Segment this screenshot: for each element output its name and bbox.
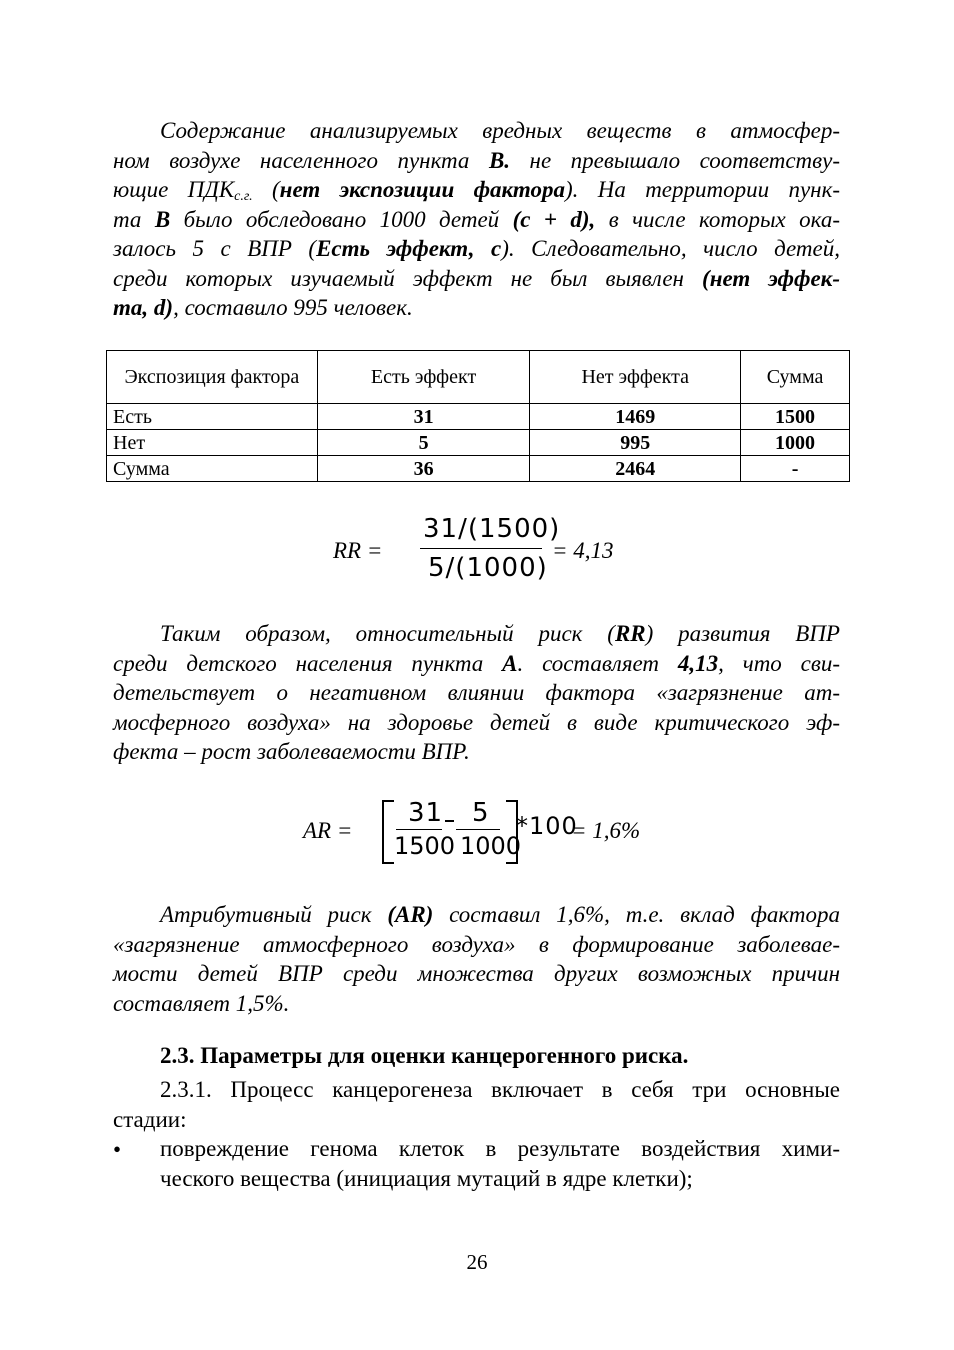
ar-multiplier: *100: [516, 812, 578, 840]
text-line: Таким образом, относительный риск (RR) развития ВПР: [160, 621, 840, 646]
text-line: мости детей ВПР среди множества других возможных причин: [113, 961, 840, 986]
fraction-bar: [420, 548, 542, 549]
text-line: та В было обследовано 1000 детей (с + d), в числе которых ока-: [113, 206, 841, 232]
text-line: мосферного воздуха» на здоровье детей в виде критического эф-: [113, 709, 840, 735]
carcinogenesis-paragraph: [113, 1075, 840, 1134]
risk-contingency-table: [106, 350, 850, 482]
text-line: ческого вещества (инициация мутаций в ядре клетки);: [160, 1165, 693, 1191]
ar-label: AR =: [303, 818, 353, 843]
rr-label: RR =: [333, 538, 383, 563]
text-line: «загрязнение атмосферного воздуха» в формирование заболевае-: [113, 931, 840, 957]
row-label: Нет: [107, 430, 318, 456]
table-cell: -: [741, 456, 850, 482]
header-cell: Экспозиция фактора: [107, 351, 318, 404]
table-row: [107, 456, 850, 482]
text-line: Атрибутивный риск (AR) составил 1,6%, т.е. вклад фактора: [160, 902, 840, 927]
header-cell: Нет эффекта: [530, 351, 741, 404]
text-line: среди детского населения пункта А. составляет 4,13, что сви-: [113, 650, 840, 676]
text-line: фекта – рост заболеваемости ВПР.: [113, 739, 470, 764]
minus-sign: [445, 820, 454, 822]
table-cell: 995: [530, 430, 741, 456]
text-line: Содержание анализируемых вредных веществ в атмосфер-: [160, 118, 840, 143]
ar-result: = 1,6%: [571, 818, 641, 843]
text-line: та, d), составило 995 человек.: [113, 295, 413, 320]
rr-denominator: 5/(1000): [428, 553, 548, 583]
text-line: ном воздухе населенного пункта В. не превышало соответству-: [113, 147, 840, 173]
header-cell: Сумма: [741, 351, 850, 404]
list-item: [160, 1134, 840, 1193]
table-cell: 31: [317, 404, 530, 430]
table-cell: 5: [317, 430, 530, 456]
text-line: детельствует о негативном влиянии фактора «загрязнение ат-: [113, 680, 840, 705]
fraction-bar: [456, 829, 500, 830]
ar-numerator-2: 5: [472, 798, 490, 828]
ar-numerator-1: 31: [408, 798, 444, 828]
table-header-row: [107, 351, 850, 404]
rr-conclusion-paragraph: [113, 619, 840, 767]
rr-result: = 4,13: [552, 538, 614, 563]
table-row: [107, 430, 850, 456]
bullet-marker: •: [113, 1137, 122, 1162]
rr-numerator: 31/(1500): [423, 514, 561, 544]
text-line: 2.3.1. Процесс канцерогенеза включает в себя три основные: [160, 1077, 840, 1102]
text-line: залось 5 с ВПР (Есть эффект, с). Следовательно, число детей,: [113, 236, 841, 261]
table-cell: 1469: [530, 404, 741, 430]
row-label: Сумма: [107, 456, 318, 482]
text-line: составляет 1,5%.: [113, 990, 290, 1016]
text-line: ющие $ПДК_{с.г.}$ (нет экспозиции фактора). На территории пунк-: [113, 177, 841, 204]
header-cell: Есть эффект: [317, 351, 530, 404]
table-cell: 2464: [530, 456, 741, 482]
table-cell: 1000: [741, 430, 850, 456]
ar-conclusion-paragraph: [113, 900, 840, 1018]
intro-paragraph: [113, 116, 840, 323]
row-label: Есть: [107, 404, 318, 430]
table-cell: 1500: [741, 404, 850, 430]
section-heading: 2.3. Параметры для оценки канцерогенного риска.: [160, 1043, 689, 1068]
page-number: 26: [466, 1250, 488, 1274]
left-bracket: [382, 800, 394, 864]
text-line: среди которых изучаемый эффект не был выявлен (нет эффек-: [113, 265, 841, 291]
fraction-bar: [396, 829, 442, 830]
table-row: [107, 404, 850, 430]
text-line: стадии:: [113, 1106, 187, 1132]
ar-denominator-1: 1500: [394, 832, 456, 860]
table-cell: 36: [317, 456, 530, 482]
ar-denominator-2: 1000: [460, 832, 522, 860]
text-line: повреждение генома клеток в результате воздействия хими-: [160, 1136, 840, 1161]
